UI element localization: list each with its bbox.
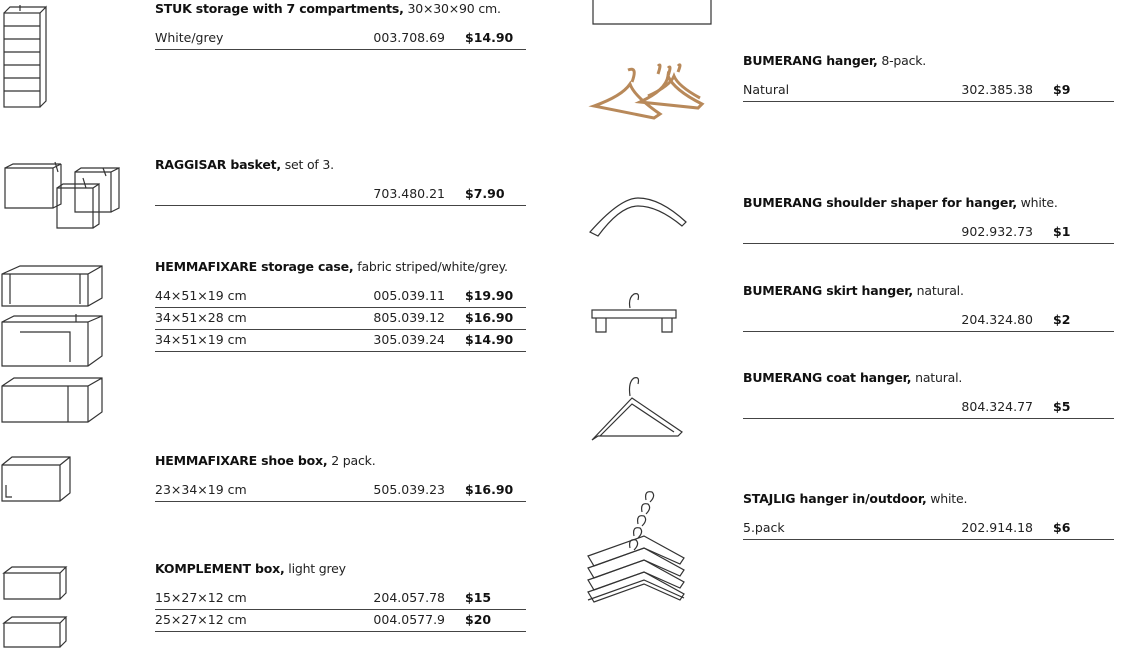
price-row	[743, 310, 1114, 332]
product-block	[743, 194, 1114, 244]
product-name: HEMMAFIXARE storage case,	[155, 259, 354, 274]
hemmafixare-shoe-box-image	[0, 455, 72, 505]
price: $14.90	[465, 30, 514, 45]
komplement-box-image	[0, 565, 72, 651]
price-row	[155, 184, 526, 206]
price: $2	[1053, 312, 1071, 327]
product-title	[155, 560, 526, 578]
article-number: 804.324.77	[961, 399, 1033, 414]
product-name: RAGGISAR basket,	[155, 157, 281, 172]
article-number: 505.039.23	[373, 482, 445, 497]
product-title	[743, 194, 1114, 212]
product-title	[743, 490, 1114, 508]
price: $7.90	[465, 186, 505, 201]
price-row	[155, 286, 526, 308]
price: $20	[465, 612, 492, 627]
price-row	[155, 330, 526, 352]
coat-hanger-image	[590, 374, 686, 446]
price-row	[743, 397, 1114, 419]
product-description: light grey	[284, 561, 346, 576]
price: $16.90	[465, 482, 514, 497]
variant-label: 34×51×28 cm	[155, 310, 247, 325]
product-block	[155, 560, 526, 632]
product-description: white.	[926, 491, 968, 506]
product-name: STUK storage with 7 compartments,	[155, 1, 404, 16]
product-title	[155, 156, 526, 174]
price: $19.90	[465, 288, 514, 303]
price-row	[743, 518, 1114, 540]
product-title	[155, 0, 526, 18]
product-title	[743, 369, 1114, 387]
price-row	[155, 308, 526, 330]
product-name: BUMERANG skirt hanger,	[743, 283, 913, 298]
shoulder-shaper-image	[588, 196, 688, 242]
product-block	[743, 52, 1114, 102]
article-number: 703.480.21	[373, 186, 445, 201]
stuk-storage-image	[2, 5, 50, 108]
product-description: natural.	[911, 370, 963, 385]
product-block	[155, 156, 526, 206]
variant-label: 23×34×19 cm	[155, 482, 247, 497]
product-block	[743, 369, 1114, 419]
hemmafixare-storage-case-image	[0, 262, 104, 427]
variant-label: 44×51×19 cm	[155, 288, 247, 303]
product-description: 30×30×90 cm.	[403, 1, 501, 16]
price: $9	[1053, 82, 1071, 97]
price: $6	[1053, 520, 1071, 535]
product-title	[743, 282, 1114, 300]
product-description: white.	[1016, 195, 1058, 210]
product-name: HEMMAFIXARE shoe box,	[155, 453, 328, 468]
product-name: BUMERANG hanger,	[743, 53, 878, 68]
stajlig-hanger-image	[586, 490, 686, 606]
price-row	[155, 610, 526, 632]
price: $15	[465, 590, 492, 605]
article-number: 003.708.69	[373, 30, 445, 45]
price: $1	[1053, 224, 1071, 239]
product-block	[743, 282, 1114, 332]
article-number: 902.932.73	[961, 224, 1033, 239]
price-row	[155, 28, 526, 50]
box-top-image	[592, 0, 712, 26]
variant-label: 25×27×12 cm	[155, 612, 247, 627]
variant-label: White/grey	[155, 30, 224, 45]
price-row	[743, 80, 1114, 102]
product-name: BUMERANG coat hanger,	[743, 370, 912, 385]
product-description: fabric striped/white/grey.	[353, 259, 508, 274]
product-title	[155, 258, 526, 276]
product-block	[155, 258, 526, 352]
bumerang-hanger-image	[592, 62, 707, 124]
product-name: KOMPLEMENT box,	[155, 561, 285, 576]
product-description: natural.	[912, 283, 964, 298]
article-number: 302.385.38	[961, 82, 1033, 97]
article-number: 305.039.24	[373, 332, 445, 347]
price: $5	[1053, 399, 1071, 414]
price-row	[743, 222, 1114, 244]
article-number: 805.039.12	[373, 310, 445, 325]
variant-label: 15×27×12 cm	[155, 590, 247, 605]
article-number: 202.914.18	[961, 520, 1033, 535]
article-number: 004.0577.9	[373, 612, 445, 627]
variant-label: 34×51×19 cm	[155, 332, 247, 347]
variant-label: 5.pack	[743, 520, 785, 535]
product-name: BUMERANG shoulder shaper for hanger,	[743, 195, 1017, 210]
product-title	[743, 52, 1114, 70]
article-number: 204.057.78	[373, 590, 445, 605]
article-number: 005.039.11	[373, 288, 445, 303]
product-block	[743, 490, 1114, 540]
product-block	[155, 0, 526, 50]
product-title	[155, 452, 526, 470]
product-description: set of 3.	[280, 157, 334, 172]
price: $16.90	[465, 310, 514, 325]
product-name: STAJLIG hanger in/outdoor,	[743, 491, 927, 506]
variant-label: Natural	[743, 82, 790, 97]
price: $14.90	[465, 332, 514, 347]
product-description: 2 pack.	[327, 453, 376, 468]
price-row	[155, 588, 526, 610]
price-row	[155, 480, 526, 502]
article-number: 204.324.80	[961, 312, 1033, 327]
skirt-hanger-image	[590, 286, 680, 346]
product-description: 8-pack.	[877, 53, 927, 68]
raggisar-basket-image	[3, 160, 123, 230]
product-block	[155, 452, 526, 502]
